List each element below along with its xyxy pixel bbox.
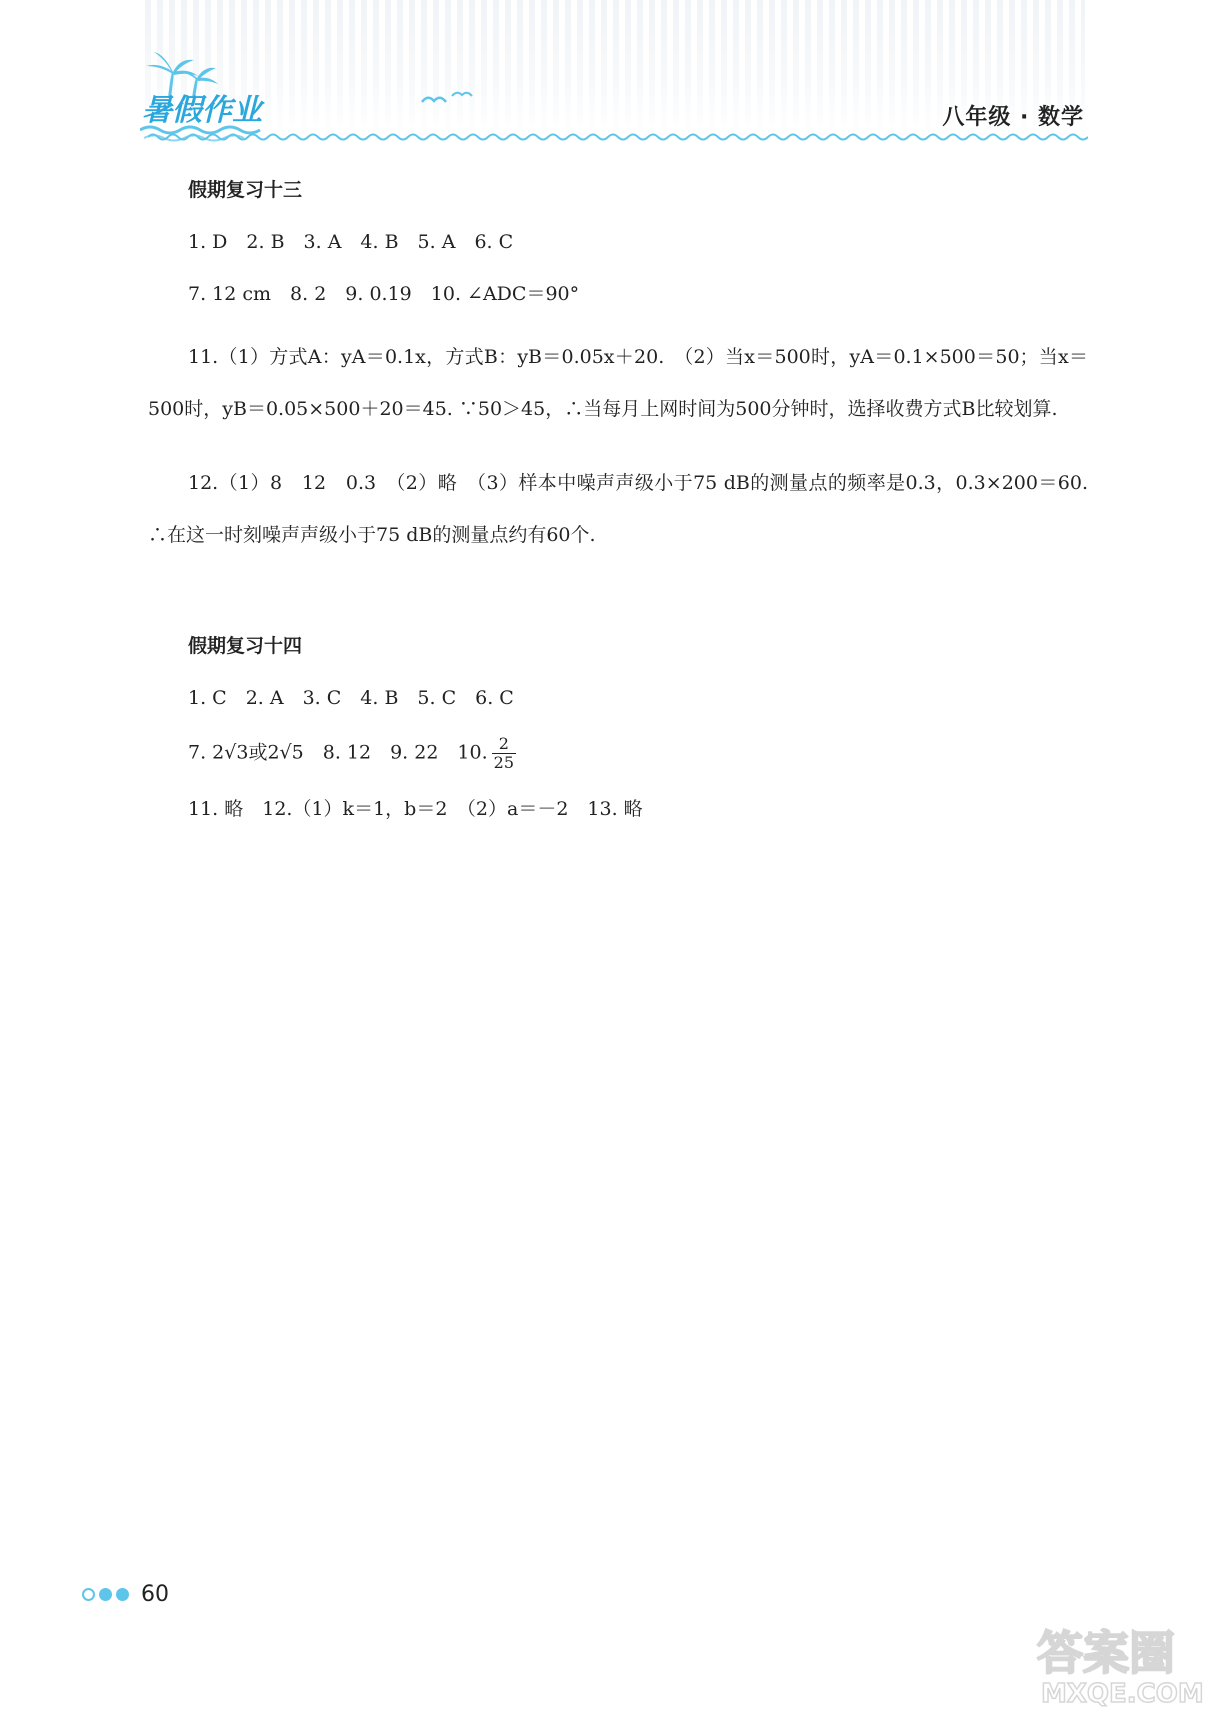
answer-line-fill-13: 7. 12 cm 8. 2 9. 0.19 10. ∠ADC＝90° (188, 283, 580, 305)
dot-icon (116, 1588, 129, 1601)
answer-line-choice-13: 1. D 2. B 3. A 4. B 5. A 6. C (188, 231, 514, 253)
answer-line-choice-14: 1. C 2. A 3. C 4. B 5. C 6. C (188, 687, 514, 709)
grade-subject-label: 八年级 · 数学 (942, 105, 1084, 130)
header-wave-divider (148, 130, 1088, 144)
section-gap (148, 561, 1088, 621)
fraction-numerator: 2 (492, 735, 516, 754)
section-title-13: 假期复习十三 (188, 179, 303, 201)
fraction-denominator: 25 (493, 753, 514, 772)
page-footer (82, 1582, 169, 1607)
dot-icon (82, 1588, 95, 1601)
page-number: 60 (141, 1582, 169, 1607)
fraction (492, 735, 516, 772)
dot-icon (99, 1588, 112, 1601)
seagull-icon (420, 88, 480, 116)
answer-content (148, 165, 1088, 824)
section-title-14: 假期复习十四 (188, 635, 303, 657)
answer-line-last-14: 11. 略 12.（1）k＝1，b＝2 （2）a＝－2 13. 略 (188, 798, 643, 820)
svg-text:答案圈: 答案圈 (1037, 1626, 1175, 1680)
svg-text:MXQE.COM: MXQE.COM (1041, 1679, 1204, 1709)
watermark-logo (1027, 1614, 1212, 1709)
svg-text:暑假作业: 暑假作业 (142, 93, 262, 128)
page-header (0, 0, 1224, 150)
answer-line-fill-14 (148, 735, 1088, 772)
answer-paragraph-11: 11.（1）方式A：yA＝0.1x，方式B：yB＝0.05x＋20. （2）当x＝500时，yA＝0.1×500＝50；当x＝500时，yB＝0.05×500＋20＝45. ∵50＞45，∴当每月上网时间为500分钟时，选择收费方式B比较划算. (148, 346, 1088, 420)
answer-paragraph-12: 12.（1）8 12 0.3 （2）略 （3）样本中噪声声级小于75 dB的测量点的频率是0.3，0.3×200＝60. ∴在这一时刻噪声声级小于75 dB的测量点约有60个. (148, 472, 1088, 546)
answer-line-fill-14-text: 7. 2√3或2√5 8. 12 9. 22 10. (188, 741, 488, 764)
